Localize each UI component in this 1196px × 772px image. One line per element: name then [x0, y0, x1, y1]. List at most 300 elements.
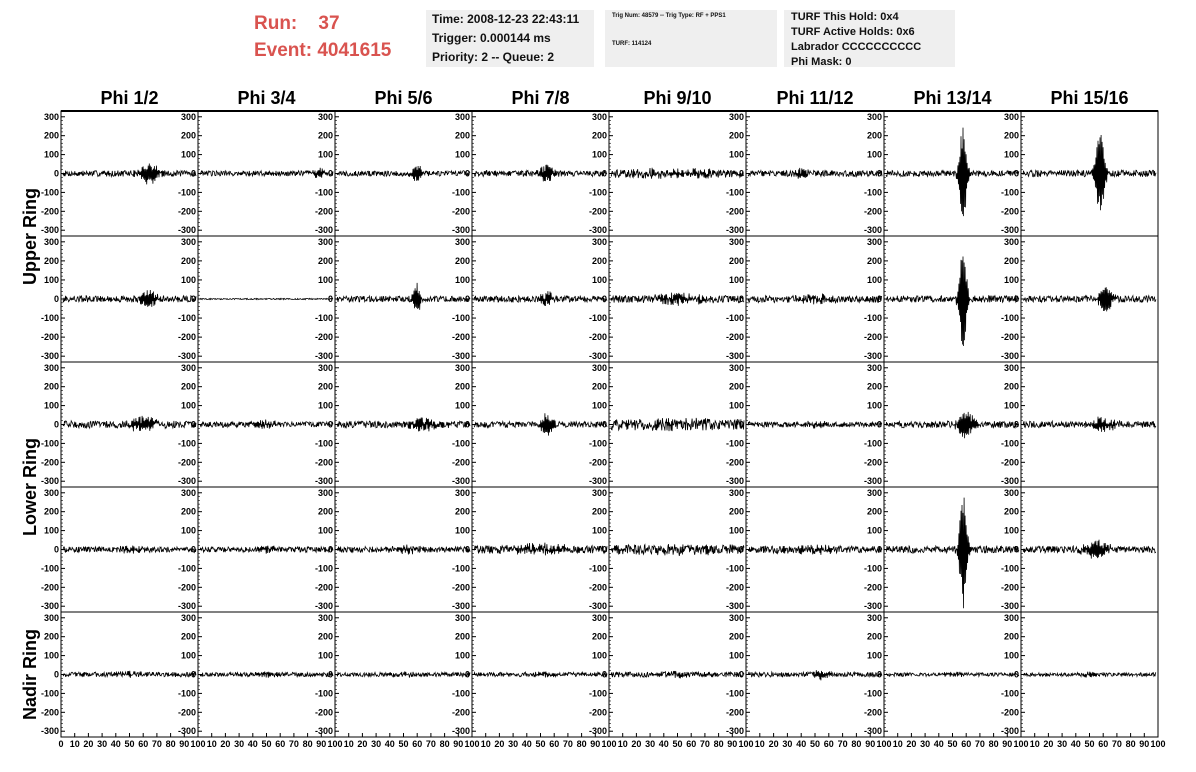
y-tick-label: 0: [464, 294, 470, 304]
y-tick-label: 0: [1013, 544, 1019, 555]
y-tick-label: 300: [43, 111, 59, 122]
x-tick-label: 10: [892, 739, 903, 749]
waveform-trace: [748, 294, 882, 305]
y-tick-label: 200: [43, 381, 59, 392]
y-tick-label: 0: [53, 669, 59, 680]
y-tick-label: 0: [190, 669, 196, 680]
x-tick-label: 30: [234, 739, 245, 749]
y-tick-label: 0: [738, 168, 744, 179]
y-tick-label: -200: [725, 582, 744, 593]
y-tick-label: 0: [1013, 419, 1019, 430]
y-tick-label: 300: [728, 111, 744, 122]
x-tick-label: 10: [69, 739, 80, 749]
y-tick-label: -100: [588, 313, 607, 324]
x-tick-label: 20: [906, 739, 917, 749]
x-tick-label: 80: [713, 739, 724, 749]
y-tick-label: 0: [876, 669, 882, 680]
y-tick-label: 300: [591, 236, 607, 247]
y-tick-label: -100: [863, 438, 882, 449]
y-tick-label: 200: [1003, 506, 1019, 517]
y-tick-label: 100: [866, 274, 882, 285]
y-tick-label: 200: [43, 255, 59, 266]
y-tick-label: 200: [728, 381, 744, 392]
y-tick-label: 100: [180, 525, 196, 536]
y-tick-label: 200: [866, 130, 882, 141]
y-tick-label: 200: [180, 506, 196, 517]
x-tick-label: 70: [288, 739, 299, 749]
waveform-trace: [200, 298, 333, 299]
turf-active-text: TURF Active Holds: 0x6: [791, 26, 915, 38]
x-tick-label: 90: [453, 739, 464, 749]
x-tick-label: 80: [165, 739, 176, 749]
y-tick-label: 200: [180, 381, 196, 392]
y-tick-label: 0: [53, 168, 59, 179]
y-tick-label: -300: [1000, 601, 1019, 612]
y-tick-label: 200: [591, 631, 607, 642]
y-tick-label: 300: [1003, 111, 1019, 122]
y-tick-label: -100: [588, 563, 607, 574]
y-tick-label: -200: [725, 457, 744, 468]
y-tick-label: 0: [327, 294, 333, 304]
y-tick-label: 0: [876, 168, 882, 179]
y-tick-label: -300: [863, 225, 882, 236]
y-tick-label: 0: [601, 168, 607, 179]
y-tick-label: 100: [454, 525, 470, 536]
x-tick-label: 100: [738, 739, 754, 749]
x-tick-label: 90: [590, 739, 601, 749]
y-tick-label: -300: [588, 601, 607, 612]
y-tick-label: 300: [454, 236, 470, 247]
waveform-trace: [748, 168, 882, 179]
y-tick-label: -100: [725, 313, 744, 324]
y-tick-label: -200: [40, 206, 59, 217]
y-tick-label: 100: [43, 650, 59, 661]
waveform-trace: [748, 670, 882, 680]
y-tick-label: -200: [451, 707, 470, 718]
y-tick-label: 200: [1003, 255, 1019, 266]
y-tick-label: -200: [177, 457, 196, 468]
x-tick-label: 40: [521, 739, 532, 749]
waveform-trace: [200, 669, 333, 680]
y-tick-label: -100: [177, 313, 196, 324]
y-tick-label: 300: [728, 487, 744, 498]
y-tick-label: 100: [43, 274, 59, 285]
y-tick-label: 100: [180, 400, 196, 411]
column-label: Phi 13/14: [913, 88, 992, 108]
column-label: Phi 3/4: [237, 88, 296, 108]
y-tick-label: -200: [863, 206, 882, 217]
y-tick-label: 300: [454, 111, 470, 122]
y-tick-label: 200: [866, 255, 882, 266]
waveform-trace: [1023, 417, 1156, 432]
y-tick-label: -200: [1000, 707, 1019, 718]
y-tick-label: -100: [177, 187, 196, 198]
event-label: Event:: [254, 40, 313, 61]
y-tick-label: 0: [53, 419, 59, 430]
y-tick-label: 300: [180, 236, 196, 247]
x-tick-label: 60: [823, 739, 834, 749]
y-tick-label: -300: [314, 601, 333, 612]
y-tick-label: -300: [314, 225, 333, 236]
x-tick-label: 100: [464, 739, 480, 749]
x-tick-label: 50: [1084, 739, 1095, 749]
x-tick-label: 40: [384, 739, 395, 749]
priority-text: Priority: 2 -- Queue: 2: [432, 50, 555, 64]
y-tick-label: 0: [601, 294, 607, 304]
x-tick-label: 10: [343, 739, 354, 749]
y-tick-label: 100: [728, 149, 744, 160]
waveform-trace: [474, 543, 607, 556]
y-tick-label: 300: [1003, 487, 1019, 498]
y-tick-label: 300: [180, 111, 196, 122]
column-label: Phi 9/10: [643, 88, 712, 108]
y-tick-label: 100: [591, 525, 607, 536]
y-tick-label: 200: [454, 506, 470, 517]
y-tick-label: 0: [327, 544, 333, 555]
y-tick-label: -300: [725, 476, 744, 487]
y-tick-label: 300: [728, 612, 744, 623]
y-tick-label: 300: [43, 612, 59, 623]
waveform-trace: [63, 671, 196, 678]
y-tick-label: -300: [863, 476, 882, 487]
y-tick-label: 0: [738, 294, 744, 304]
y-tick-label: 300: [591, 612, 607, 623]
phi-mask-text: Phi Mask: 0: [791, 56, 852, 68]
y-tick-label: 100: [1003, 149, 1019, 160]
x-tick-label: 100: [601, 739, 617, 749]
y-tick-label: 100: [180, 274, 196, 285]
y-tick-label: -100: [725, 438, 744, 449]
y-tick-label: 100: [43, 400, 59, 411]
x-tick-label: 50: [398, 739, 409, 749]
y-tick-label: -300: [588, 476, 607, 487]
y-tick-label: 100: [454, 149, 470, 160]
y-tick-label: 100: [591, 274, 607, 285]
x-tick-label: 50: [672, 739, 683, 749]
x-tick-label: 40: [247, 739, 258, 749]
y-tick-label: -200: [588, 582, 607, 593]
column-label: Phi 11/12: [776, 88, 854, 108]
y-tick-label: 200: [317, 255, 333, 266]
x-tick-label: 20: [357, 739, 368, 749]
y-tick-label: -300: [177, 601, 196, 612]
x-tick-label: 80: [439, 739, 450, 749]
y-tick-label: -200: [451, 457, 470, 468]
y-tick-label: -200: [40, 582, 59, 593]
y-tick-label: -200: [177, 206, 196, 217]
y-tick-label: -200: [1000, 457, 1019, 468]
y-tick-label: -300: [588, 225, 607, 236]
y-tick-label: -100: [314, 187, 333, 198]
y-tick-label: -100: [451, 313, 470, 324]
x-tick-label: 60: [549, 739, 560, 749]
y-tick-label: 0: [601, 419, 607, 430]
x-tick-label: 20: [494, 739, 505, 749]
y-tick-label: -300: [588, 726, 607, 737]
y-tick-label: 200: [866, 381, 882, 392]
x-tick-label: 10: [1029, 739, 1040, 749]
y-tick-label: -100: [588, 438, 607, 449]
event-value: 4041615: [317, 40, 392, 61]
time-text: Time: 2008-12-23 22:43:11: [432, 12, 580, 26]
y-tick-label: 300: [591, 111, 607, 122]
y-tick-label: 200: [180, 255, 196, 266]
waveform-trace: [611, 544, 744, 556]
y-tick-label: 100: [317, 274, 333, 285]
waveform-trace: [337, 283, 470, 310]
y-tick-label: 100: [43, 525, 59, 536]
y-tick-label: -300: [40, 476, 59, 487]
y-tick-label: 300: [591, 487, 607, 498]
x-tick-label: 10: [754, 739, 765, 749]
x-tick-label: 60: [1098, 739, 1109, 749]
y-tick-label: -300: [1000, 225, 1019, 236]
y-tick-label: 200: [591, 130, 607, 141]
y-tick-label: 0: [738, 669, 744, 680]
y-tick-label: -100: [40, 563, 59, 574]
y-tick-label: 200: [454, 255, 470, 266]
y-tick-label: -100: [40, 187, 59, 198]
x-tick-label: 40: [796, 739, 807, 749]
y-tick-label: 300: [43, 487, 59, 498]
y-tick-label: -200: [40, 457, 59, 468]
y-tick-label: -300: [177, 351, 196, 362]
y-tick-label: -300: [588, 351, 607, 362]
y-tick-label: 300: [728, 236, 744, 247]
y-tick-label: -300: [1000, 726, 1019, 737]
y-tick-label: -100: [863, 187, 882, 198]
waveform-trace: [748, 421, 882, 429]
y-tick-label: -200: [725, 332, 744, 343]
y-tick-label: 300: [317, 111, 333, 122]
x-tick-label: 50: [947, 739, 958, 749]
x-tick-label: 10: [206, 739, 217, 749]
labrador-text: Labrador CCCCCCCCCC: [791, 41, 922, 53]
x-tick-label: 30: [782, 739, 793, 749]
y-tick-label: 200: [454, 631, 470, 642]
y-tick-label: 200: [1003, 130, 1019, 141]
y-tick-label: -100: [314, 688, 333, 699]
x-tick-label: 40: [933, 739, 944, 749]
y-tick-label: 100: [43, 149, 59, 160]
y-tick-label: -100: [1000, 563, 1019, 574]
row-label: Lower Ring: [20, 438, 40, 536]
x-tick-label: 20: [768, 739, 779, 749]
y-tick-label: 100: [1003, 400, 1019, 411]
y-tick-label: -100: [314, 438, 333, 449]
y-tick-label: 0: [190, 544, 196, 555]
y-tick-label: 100: [728, 400, 744, 411]
y-tick-label: -100: [314, 563, 333, 574]
y-tick-label: 100: [454, 650, 470, 661]
y-tick-label: 0: [464, 669, 470, 680]
x-tick-label: 90: [316, 739, 327, 749]
waveform-trace: [1023, 287, 1156, 311]
y-tick-label: 100: [317, 400, 333, 411]
y-tick-label: -200: [314, 206, 333, 217]
x-tick-label: 30: [97, 739, 108, 749]
x-tick-label: 60: [138, 739, 149, 749]
y-tick-label: 300: [1003, 362, 1019, 373]
y-tick-label: 200: [591, 255, 607, 266]
y-tick-label: 0: [876, 419, 882, 430]
x-tick-label: 20: [83, 739, 94, 749]
x-tick-label: 10: [480, 739, 491, 749]
waveform-trace: [611, 293, 744, 306]
y-tick-label: -200: [588, 457, 607, 468]
y-tick-label: 0: [738, 544, 744, 555]
waveform-trace: [886, 498, 1019, 612]
y-tick-label: -200: [863, 332, 882, 343]
y-tick-label: 0: [738, 419, 744, 430]
y-tick-label: -200: [1000, 582, 1019, 593]
y-tick-label: 300: [454, 487, 470, 498]
waveform-trace: [337, 166, 470, 181]
y-tick-label: -200: [1000, 332, 1019, 343]
y-tick-label: -300: [863, 726, 882, 737]
y-tick-label: 0: [601, 544, 607, 555]
y-tick-label: -200: [588, 332, 607, 343]
y-tick-label: 300: [317, 236, 333, 247]
x-tick-label: 70: [562, 739, 573, 749]
y-tick-label: -200: [451, 332, 470, 343]
waveform-trace: [200, 420, 333, 429]
y-tick-label: -200: [314, 582, 333, 593]
row-label: Upper Ring: [20, 188, 40, 285]
x-tick-label: 90: [1139, 739, 1150, 749]
x-tick-label: 100: [327, 739, 343, 749]
x-tick-label: 100: [190, 739, 206, 749]
y-tick-label: 0: [601, 669, 607, 680]
y-tick-label: 100: [1003, 274, 1019, 285]
waveform-trace: [886, 257, 1019, 347]
y-tick-label: 0: [190, 168, 196, 179]
y-tick-label: 100: [866, 149, 882, 160]
x-tick-label: 40: [110, 739, 121, 749]
x-tick-label: 90: [1002, 739, 1013, 749]
y-tick-label: -100: [451, 187, 470, 198]
y-tick-label: -100: [863, 563, 882, 574]
y-tick-label: 300: [866, 236, 882, 247]
run-value: 37: [318, 13, 340, 34]
y-tick-label: -200: [314, 332, 333, 343]
y-tick-label: 100: [591, 149, 607, 160]
x-tick-label: 20: [1043, 739, 1054, 749]
x-tick-label: 80: [851, 739, 862, 749]
panel-frame: [884, 111, 1021, 236]
turf-hold-text: TURF This Hold: 0x4: [791, 11, 899, 23]
y-tick-label: -300: [451, 225, 470, 236]
y-tick-label: 100: [1003, 525, 1019, 536]
y-tick-label: 200: [1003, 381, 1019, 392]
y-tick-label: 100: [317, 149, 333, 160]
y-tick-label: -200: [40, 332, 59, 343]
x-tick-label: 50: [124, 739, 135, 749]
y-tick-label: -100: [1000, 187, 1019, 198]
trig-text: Trig Num: 48579 -- Trig Type: RF + PPS1: [612, 13, 726, 19]
y-tick-label: -300: [177, 726, 196, 737]
y-tick-label: 0: [327, 168, 333, 179]
y-tick-label: 200: [317, 381, 333, 392]
waveform-trace: [474, 165, 607, 182]
x-tick-label: 60: [686, 739, 697, 749]
y-tick-label: 0: [876, 544, 882, 555]
y-tick-label: 300: [454, 612, 470, 623]
y-tick-label: 200: [591, 506, 607, 517]
y-tick-label: 100: [317, 525, 333, 536]
x-tick-label: 80: [988, 739, 999, 749]
y-tick-label: -200: [863, 582, 882, 593]
y-tick-label: 200: [866, 506, 882, 517]
y-tick-label: -200: [725, 206, 744, 217]
y-tick-label: -300: [451, 601, 470, 612]
y-tick-label: 100: [180, 650, 196, 661]
y-tick-label: 300: [728, 362, 744, 373]
y-tick-label: -300: [451, 476, 470, 487]
y-tick-label: -200: [588, 206, 607, 217]
y-tick-label: -300: [177, 225, 196, 236]
y-tick-label: 0: [1013, 669, 1019, 680]
x-tick-label: 80: [576, 739, 587, 749]
y-tick-label: -100: [177, 563, 196, 574]
y-tick-label: 0: [464, 168, 470, 179]
waveform-trace: [474, 413, 607, 435]
y-tick-label: -200: [863, 707, 882, 718]
x-tick-label: 30: [920, 739, 931, 749]
waveform-trace: [748, 545, 882, 555]
y-tick-label: 300: [180, 487, 196, 498]
y-tick-label: -100: [451, 563, 470, 574]
x-tick-label: 50: [535, 739, 546, 749]
y-tick-label: -100: [588, 688, 607, 699]
y-tick-label: -300: [40, 351, 59, 362]
waveform-trace: [886, 412, 1019, 438]
x-tick-label: 40: [658, 739, 669, 749]
y-tick-label: -200: [177, 332, 196, 343]
y-tick-label: 100: [728, 274, 744, 285]
y-tick-label: 200: [180, 631, 196, 642]
y-tick-label: 300: [43, 362, 59, 373]
y-tick-label: 200: [317, 506, 333, 517]
column-label: Phi 15/16: [1050, 88, 1129, 108]
y-tick-label: 300: [1003, 612, 1019, 623]
y-tick-label: 300: [866, 487, 882, 498]
x-tick-label: 20: [631, 739, 642, 749]
waveform-trace: [200, 168, 333, 178]
y-tick-label: 200: [728, 130, 744, 141]
y-tick-label: -300: [40, 225, 59, 236]
y-tick-label: 200: [180, 130, 196, 141]
y-tick-label: 300: [180, 362, 196, 373]
y-tick-label: -100: [588, 187, 607, 198]
y-tick-label: -300: [40, 726, 59, 737]
y-tick-label: 100: [454, 274, 470, 285]
y-tick-label: 200: [43, 631, 59, 642]
y-tick-label: 0: [327, 669, 333, 680]
y-tick-label: 300: [591, 362, 607, 373]
x-tick-label: 90: [179, 739, 190, 749]
y-tick-label: -300: [725, 601, 744, 612]
y-tick-label: -300: [725, 225, 744, 236]
y-tick-label: -100: [40, 438, 59, 449]
y-tick-label: 100: [1003, 650, 1019, 661]
y-tick-label: -200: [863, 457, 882, 468]
row-label: Nadir Ring: [20, 628, 40, 721]
y-tick-label: 300: [866, 362, 882, 373]
y-tick-label: -300: [314, 351, 333, 362]
y-tick-label: -300: [451, 351, 470, 362]
x-tick-label: 70: [151, 739, 162, 749]
